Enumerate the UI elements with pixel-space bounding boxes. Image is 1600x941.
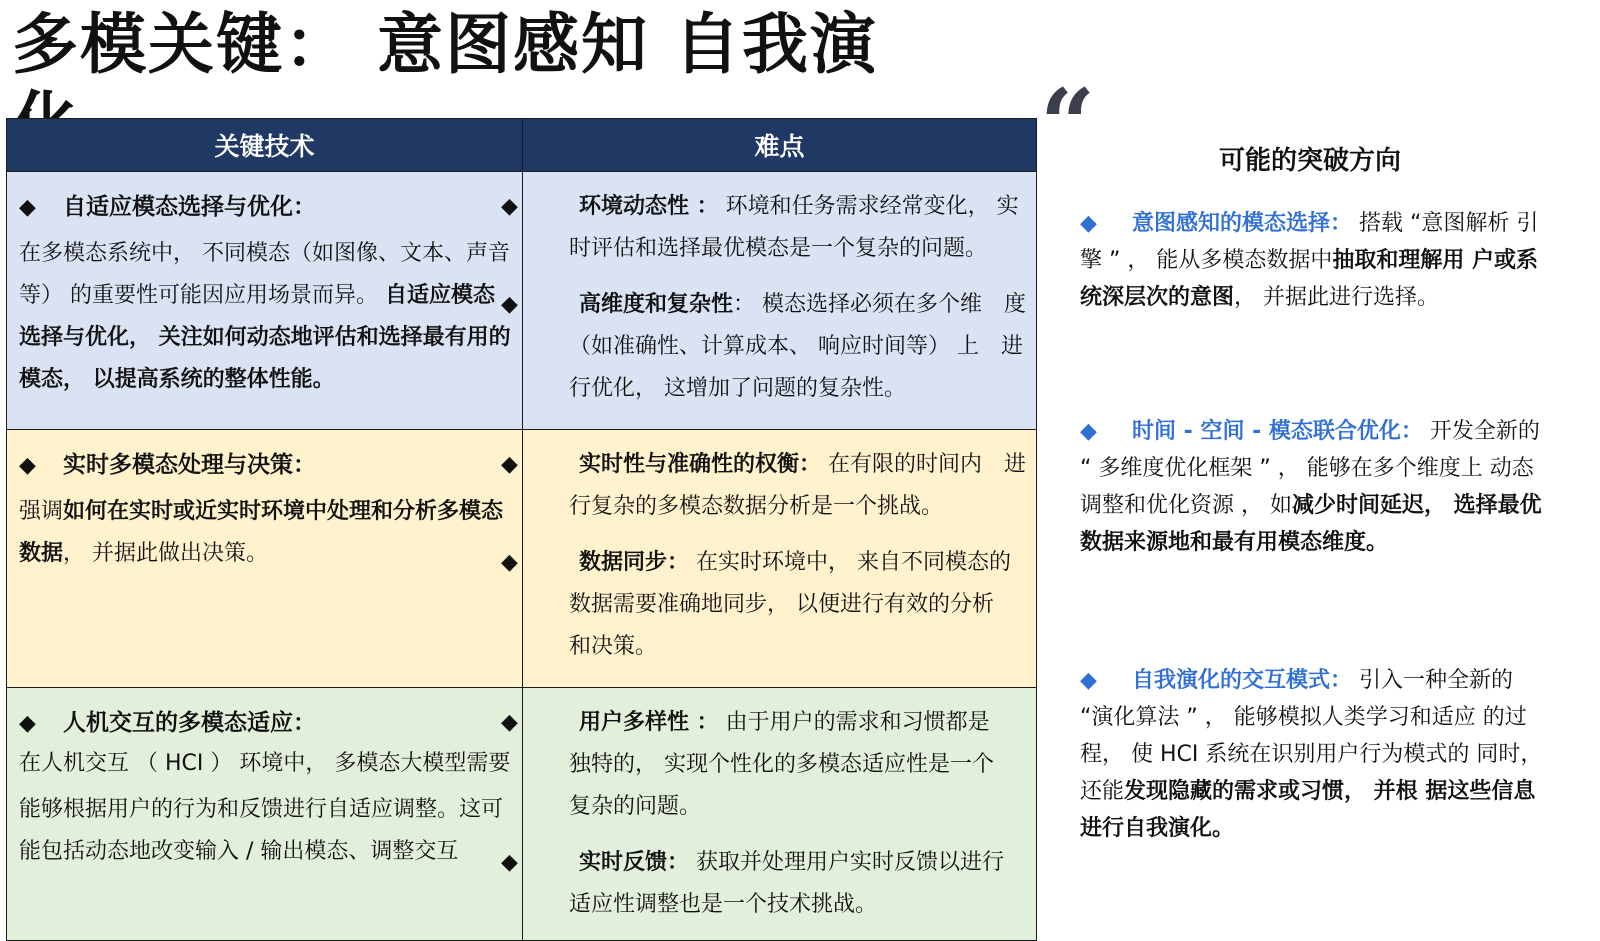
bullet-diamond-icon: ◆ bbox=[1080, 419, 1097, 444]
breakthrough-label: 意图感知的模态选择： bbox=[1132, 211, 1353, 236]
breakthrough-item bbox=[1080, 205, 1550, 316]
breakthrough-label: 自我演化的交互模式： bbox=[1132, 668, 1353, 693]
bullet-diamond-icon: ◆ bbox=[501, 194, 518, 219]
bullet-diamond-icon: ◆ bbox=[19, 195, 36, 220]
breakthrough-text: 搭载 “意图解析 引擎 ” ， 能从多模态数据中 bbox=[1080, 211, 1539, 273]
header-difficulty: 难点 bbox=[523, 119, 1037, 172]
bullet-diamond-icon: ◆ bbox=[19, 711, 36, 736]
tech-text-bold: 自适应模态选择与优化， 关注如何动态地评估和选择最有用的模态， 以提高系统的整体性能。 bbox=[19, 283, 511, 392]
difficulty-text: 在实时环境中， 来自不同模态的 数据需要准确地同步， 以便进行有效的分析 和决策。 bbox=[569, 550, 1034, 659]
tech-text-tail: ， 并据此做出决策。 bbox=[63, 541, 269, 566]
tech-text: 强调 bbox=[19, 499, 64, 524]
difficulty-text: 获取并处理用户实时反馈以进行 适应性调整也是一个技术挑战。 bbox=[569, 850, 1027, 917]
breakthrough-text: 开发全新的 “ 多维度优化框架 ” ， 能够在多个维度上 动态调整和优化资源 ， 如 bbox=[1080, 419, 1540, 518]
tech-heading: 自适应模态选择与优化： bbox=[63, 194, 316, 220]
breakthrough-item bbox=[1080, 662, 1550, 847]
tech-text: 在人机交互 （ HCI ） 环境中， 多模态大模型需要 bbox=[19, 751, 511, 776]
tech-text-bold: 如何在实时或近实时环境中处理和分析多模态数据 bbox=[19, 499, 504, 566]
bullet-diamond-icon: ◆ bbox=[1080, 668, 1097, 693]
bullet-diamond-icon: ◆ bbox=[501, 452, 518, 477]
difficulty-label: 环境动态性 ： bbox=[579, 194, 719, 219]
tech-heading: 实时多模态处理与决策： bbox=[63, 452, 316, 478]
quote-mark-icon: “ bbox=[1040, 68, 1096, 181]
tech-heading: 人机交互的多模态适应： bbox=[63, 710, 316, 736]
difficulty-cell bbox=[501, 430, 1037, 688]
bullet-diamond-icon: ◆ bbox=[501, 710, 518, 735]
breakthrough-item bbox=[1080, 413, 1550, 561]
table-row bbox=[7, 172, 1037, 430]
breakthrough-bold: 减少时间延迟， 选择最优数据来源地和最有用模态维度。 bbox=[1080, 493, 1542, 555]
difficulty-cell bbox=[501, 172, 1037, 430]
table-row bbox=[7, 430, 1037, 688]
tech-text-more: 能够根据用户的行为和反馈进行自适应调整。这可能包括动态地改变输入 / 输出模态、调整交互 bbox=[19, 797, 504, 864]
difficulty-label: 用户多样性 ： bbox=[579, 710, 719, 735]
difficulty-text: 由于用户的需求和习惯都是 独特的， 实现个性化的多模态适应性是一个 复杂的问题。 bbox=[569, 710, 1017, 819]
bullet-diamond-icon: ◆ bbox=[501, 292, 518, 317]
bullet-diamond-icon: ◆ bbox=[1080, 211, 1097, 236]
breakthrough-label: 时间 - 空间 - 模态联合优化： bbox=[1132, 419, 1423, 444]
table-row bbox=[7, 688, 1037, 941]
key-tech-table bbox=[6, 118, 1037, 941]
header-key-tech: 关键技术 bbox=[7, 119, 523, 172]
bullet-diamond-icon: ◆ bbox=[501, 550, 518, 575]
tech-cell bbox=[7, 172, 523, 430]
difficulty-text: 环境和任务需求经常变化， 实时评估和选择最优模态是一个复杂的问题。 bbox=[569, 194, 1019, 261]
difficulty-text: ： 模态选择必须在多个维 度（如准确性、计算成本、 响应时间等） 上 进行优化， 这增加了问题的复杂性。 bbox=[569, 292, 1027, 401]
tech-cell bbox=[7, 688, 523, 941]
difficulty-label: 实时性与准确性的权衡： bbox=[579, 452, 822, 477]
breakthrough-text: 引入一种全新的 “演化算法 ” ， 能够模拟人类学习和适应 的过程， 使 HCI 系统在识别用户行为模式的 同时， 还能 bbox=[1080, 668, 1543, 804]
difficulty-label: 高维度和复杂性 bbox=[579, 292, 734, 317]
bullet-diamond-icon: ◆ bbox=[501, 850, 518, 875]
difficulty-label: 数据同步： bbox=[579, 550, 690, 575]
breakthrough-bold: 抽取和理解用 户或系统深层次的意图 bbox=[1080, 248, 1539, 310]
breakthrough-bold: 发现隐藏的需求或习惯， 并根 据这些信息进行自我演化。 bbox=[1080, 779, 1536, 841]
breakthrough-title: 可能的突破方向 bbox=[1218, 146, 1401, 176]
difficulty-text: 在有限的时间内 进行复杂的多模态数据分析是一个挑战。 bbox=[569, 452, 1027, 519]
difficulty-cell bbox=[501, 688, 1037, 941]
tech-cell bbox=[7, 430, 523, 688]
page-title: 多模关键： 意图感知 自我演 bbox=[12, 6, 878, 83]
bullet-diamond-icon: ◆ bbox=[19, 453, 36, 478]
breakthrough-text-tail: ， 并据此进行选择。 bbox=[1234, 285, 1440, 310]
difficulty-label: 实时反馈： bbox=[579, 850, 690, 875]
tech-text: 在多模态系统中， 不同模态（如图像、文本、声音等） 的重要性可能因应用场景而异。 bbox=[19, 241, 510, 308]
